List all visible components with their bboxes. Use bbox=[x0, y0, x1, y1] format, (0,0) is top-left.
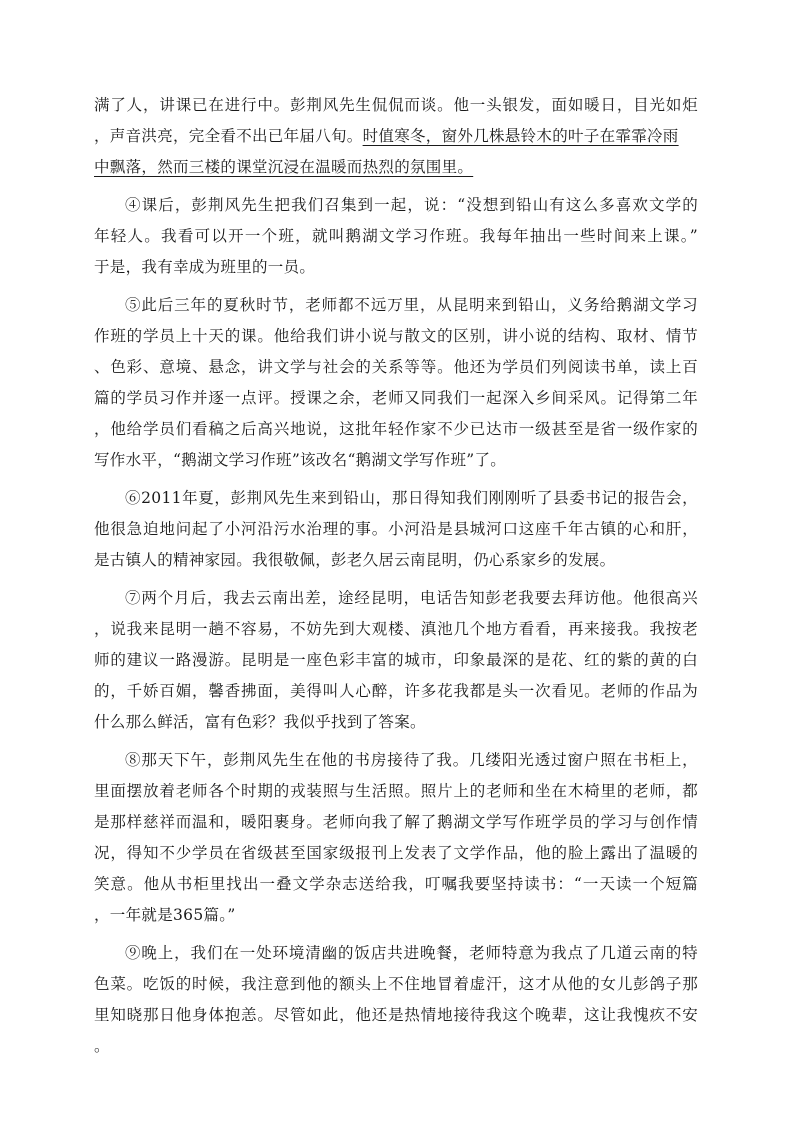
paragraph-3 bbox=[94, 90, 698, 183]
text-line: 况，得知不少学员在省级甚至国家级报刊上发表了文学作品，他的脸上露出了温暖的 bbox=[94, 844, 698, 862]
text-line: ⑤此后三年的夏秋时节，老师都不远万里，从昆明来到铅山，义务给鹅湖文学习 bbox=[125, 296, 698, 314]
document-page bbox=[94, 90, 698, 1062]
paragraph-6 bbox=[94, 483, 698, 576]
text-line: ，一年就是365篇。” bbox=[94, 906, 236, 924]
text-line: 、色彩、意境、悬念，讲文学与社会的关系等等。他还为学员们列阅读书单，读上百 bbox=[94, 358, 698, 376]
text-line: 篇的学员习作并逐一点评。授课之余，老师又同我们一起深入乡间采风。记得第二年 bbox=[94, 389, 698, 407]
paragraph-9 bbox=[94, 938, 698, 1062]
text-line: 于是，我有幸成为班里的一员。 bbox=[94, 258, 316, 276]
paragraph-5 bbox=[94, 290, 698, 476]
text-line: 什么那么鲜活，富有色彩？我似乎找到了答案。 bbox=[94, 713, 426, 731]
text-line: 年轻人。我看可以开一个班，就叫鹅湖文学习作班。我每年抽出一些时间来上课。” bbox=[94, 227, 698, 245]
text-line: 写作水平，“鹅湖文学习作班”该改名“鹅湖文学写作班”了。 bbox=[94, 451, 507, 469]
text-line: 里知晓那日他身体抱恙。尽管如此，他还是热情地接待我这个晚辈，这让我愧疚不安 bbox=[94, 1006, 698, 1024]
text-line: ，说我来昆明一趟不容易，不妨先到大观楼、滇池几个地方看看，再来接我。我按老 bbox=[94, 620, 698, 638]
underlined-sentence: 中飘落，然而三楼的课堂沉浸在温暖而热烈的氛围里。 bbox=[94, 158, 474, 176]
text-line: ④课后，彭荆风先生把我们召集到一起，说：“没想到铅山有这么多喜欢文学的 bbox=[125, 196, 698, 214]
text-line: ⑧那天下午，彭荆风先生在他的书房接待了我。几缕阳光透过窗户照在书柜上， bbox=[125, 751, 698, 769]
text-line: 他很急迫地问起了小河沿污水治理的事。小河沿是县城河口这座千年古镇的心和肝， bbox=[94, 520, 698, 538]
text-line: 笑意。他从书柜里找出一叠文学杂志送给我，叮嘱我要坚持读书：“一天读一个短篇 bbox=[94, 875, 698, 893]
text-line: ⑨晚上，我们在一处环境清幽的饭店共进晚餐，老师特意为我点了几道云南的特 bbox=[125, 944, 698, 962]
text-line: ⑦两个月后，我去云南出差，途经昆明，电话告知彭老我要去拜访他。他很高兴 bbox=[125, 589, 698, 607]
text-segment: ，声音洪亮，完全看不出已年届八旬。 bbox=[94, 127, 363, 145]
text-line: 师的建议一路漫游。昆明是一座色彩丰富的城市，印象最深的是花、红的紫的黄的白 bbox=[94, 651, 698, 669]
paragraph-8 bbox=[94, 745, 698, 931]
text-line bbox=[94, 121, 698, 152]
text-line: 是古镇人的精神家园。我很敬佩，彭老久居云南昆明，仍心系家乡的发展。 bbox=[94, 551, 616, 569]
text-line: ，他给学员们看稿之后高兴地说，这批年轻作家不少已达市一级甚至是省一级作家的 bbox=[94, 420, 698, 438]
paragraph-4 bbox=[94, 190, 698, 283]
text-line: 是那样慈祥而温和，暖阳裹身。老师向我了解了鹅湖文学写作班学员的学习与创作情 bbox=[94, 813, 698, 831]
text-line: 作班的学员上十天的课。他给我们讲小说与散文的区别，讲小说的结构、取材、情节 bbox=[94, 327, 698, 345]
text-line: 。 bbox=[94, 1037, 110, 1055]
text-line: 的，千娇百媚，馨香拂面，美得叫人心醉，许多花我都是头一次看见。老师的作品为 bbox=[94, 682, 698, 700]
text-line bbox=[94, 152, 698, 183]
text-line: 满了人，讲课已在进行中。彭荆风先生侃侃而谈。他一头银发，面如暖日，目光如炬 bbox=[94, 96, 698, 114]
text-line: 色菜。吃饭的时候，我注意到他的额头上不住地冒着虚汗，这才从他的女儿彭鸽子那 bbox=[94, 975, 698, 993]
text-line: ⑥2011年夏，彭荆风先生来到铅山，那日得知我们刚刚听了县委书记的报告会， bbox=[125, 489, 698, 507]
underlined-sentence: 时值寒冬，窗外几株悬铃木的叶子在霏霏冷雨 bbox=[362, 127, 679, 145]
text-line: 里面摆放着老师各个时期的戎装照与生活照。照片上的老师和坐在木椅里的老师，都 bbox=[94, 782, 698, 800]
paragraph-7 bbox=[94, 583, 698, 738]
